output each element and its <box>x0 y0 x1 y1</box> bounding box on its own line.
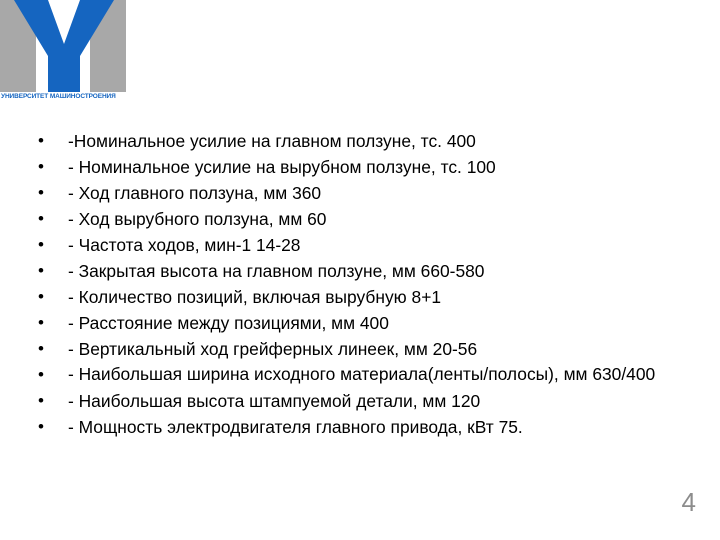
university-logo <box>0 0 126 108</box>
bullet: • <box>38 209 44 228</box>
bullet: • <box>38 339 44 358</box>
list-item <box>38 284 698 310</box>
spec-text: - Ход вырубного ползуна, мм 60 <box>68 209 327 229</box>
spec-text: - Мощность электродвигателя главного привода, кВт 75. <box>68 417 523 437</box>
spec-text: - Вертикальный ход грейферных линеек, мм 20-56 <box>68 339 478 359</box>
bullet: • <box>38 391 44 410</box>
bullet: • <box>38 261 44 280</box>
list-item <box>38 154 698 180</box>
spec-text: - Наибольшая ширина исходного материала(ленты/полосы), мм 630/400 <box>68 364 656 384</box>
bullet: • <box>38 157 44 176</box>
spec-text: - Ход главного ползуна, мм 360 <box>68 183 322 203</box>
spec-text: - Закрытая высота на главном ползуне, мм 660-580 <box>68 261 485 281</box>
list-item <box>38 336 698 362</box>
bullet: • <box>38 235 44 254</box>
list-item <box>38 180 698 206</box>
list-item <box>38 362 698 388</box>
bullet: • <box>38 183 44 202</box>
list-item <box>38 310 698 336</box>
spec-text: - Наибольшая высота штампуемой детали, мм 120 <box>68 391 481 411</box>
spec-text: - Номинальное усилие на вырубном ползуне, тс. 100 <box>68 157 496 177</box>
spec-text: - Расстояние между позициями, мм 400 <box>68 313 389 333</box>
list-item <box>38 414 698 440</box>
logo-caption: УНИВЕРСИТЕТ МАШИНОСТРОЕНИЯ <box>1 93 116 100</box>
spec-text: - Частота ходов, мин-1 14-28 <box>68 235 301 255</box>
list-item <box>38 206 698 232</box>
list-item <box>38 128 698 154</box>
spec-text: - Количество позиций, включая вырубную 8+1 <box>68 287 442 307</box>
bullet: • <box>38 313 44 332</box>
bullet: • <box>38 131 44 150</box>
bullet: • <box>38 287 44 306</box>
specifications-list <box>38 128 698 440</box>
logo-mark-icon <box>0 0 126 92</box>
list-item <box>38 232 698 258</box>
bullet: • <box>38 417 44 436</box>
list-item <box>38 258 698 284</box>
bullet: • <box>38 365 44 384</box>
page-number: 4 <box>681 487 696 517</box>
list-item <box>38 388 698 414</box>
spec-text: -Номинальное усилие на главном ползуне, тс. 400 <box>68 131 476 151</box>
